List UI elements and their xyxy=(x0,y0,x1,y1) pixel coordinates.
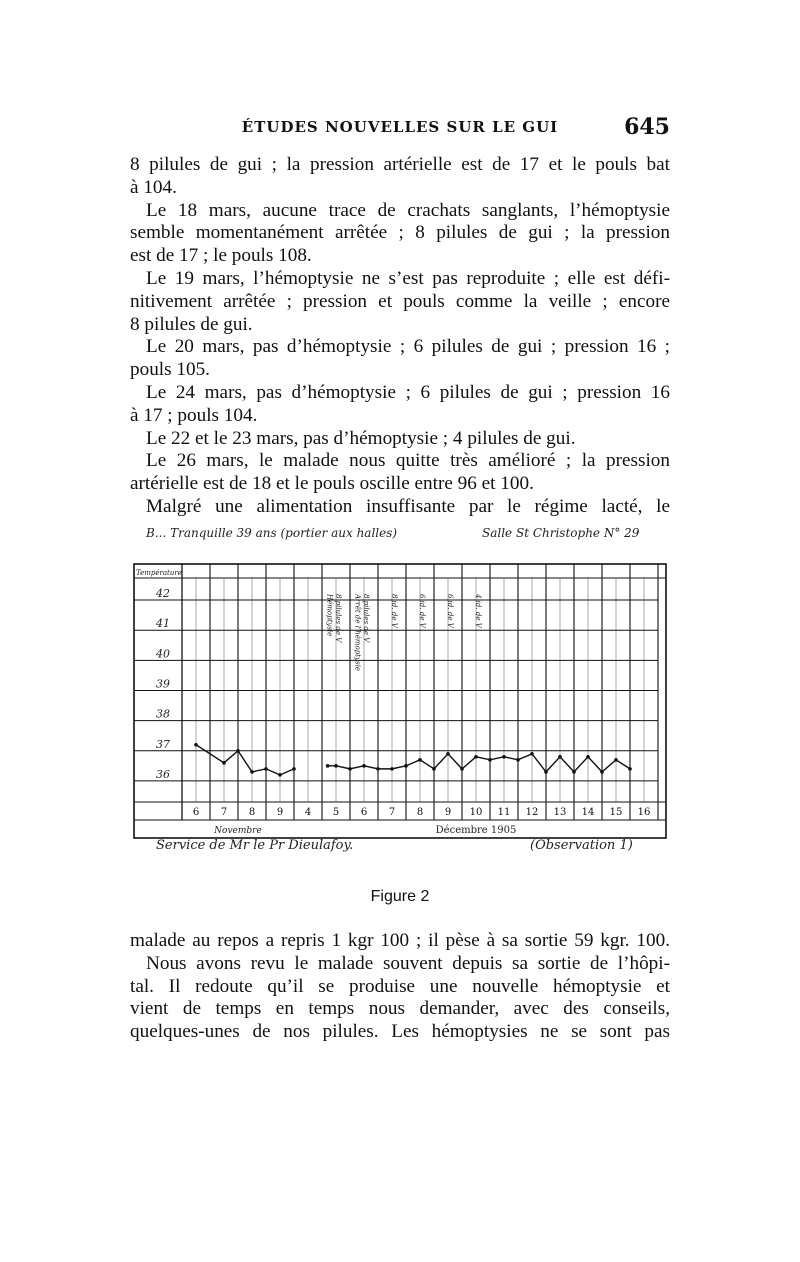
patient-label: B... Tranquille 39 ans (portier aux halles) xyxy=(146,526,398,540)
x-tick-label: 10 xyxy=(469,807,483,818)
x-tick-label: 6 xyxy=(192,807,200,818)
text-line: Le 26 mars, le malade nous quitte très amélioré ; la pression xyxy=(146,450,670,472)
x-tick-label: 16 xyxy=(637,807,651,818)
y-tick-label: 37 xyxy=(156,737,170,751)
page-header xyxy=(130,114,670,144)
temperature-point xyxy=(362,764,366,768)
x-tick-label: 5 xyxy=(332,807,340,818)
temperature-point xyxy=(222,761,226,765)
x-tick-label: 9 xyxy=(444,807,452,818)
temperature-point xyxy=(418,758,422,762)
treatment-annotation: Arrêt de l’hémoptysie xyxy=(353,594,362,671)
x-tick-label: 15 xyxy=(609,807,623,818)
temperature-point xyxy=(404,764,408,768)
temperature-curve xyxy=(196,745,294,775)
treatment-annotation: 8 id. de V xyxy=(390,594,398,628)
treatment-annotation: 8 pilules de V xyxy=(362,594,370,643)
x-tick-label: 9 xyxy=(276,807,284,818)
text-line: Nous avons revu le malade souvent depuis sa sortie de l’hôpi- xyxy=(146,952,670,974)
temperature-curve xyxy=(328,754,630,772)
temperature-point xyxy=(334,764,338,768)
temperature-point xyxy=(544,770,548,774)
temperature-point xyxy=(460,767,464,771)
temperature-point xyxy=(586,755,590,759)
temperature-point xyxy=(530,752,534,756)
treatment-annotation: 6 id. de V xyxy=(446,594,454,628)
month-label-december: Décembre 1905 xyxy=(435,825,517,836)
temperature-point xyxy=(628,767,632,771)
ward-label: Salle St Christophe N° 29 xyxy=(482,526,640,540)
chart-frame xyxy=(134,564,666,838)
temperature-point xyxy=(446,752,450,756)
text-line: Le 19 mars, l’hémoptysie ne s’est pas reproduite ; elle est défi- xyxy=(146,267,670,289)
text-line: 8 pilules de gui ; la pression artérielle est de 17 et le pouls bat xyxy=(130,154,670,175)
x-tick-label: 8 xyxy=(416,807,424,818)
body-text-top xyxy=(130,154,670,519)
y-axis-title: Température xyxy=(136,569,182,577)
x-tick-label: 4 xyxy=(304,807,312,818)
text-line: Le 24 mars, pas d’hémoptysie ; 6 pilules de gui ; pression 16 xyxy=(146,381,670,403)
temperature-point xyxy=(516,758,520,762)
x-tick-label: 6 xyxy=(360,807,368,818)
y-tick-label: 38 xyxy=(156,707,170,721)
page-number: 645 xyxy=(624,114,670,140)
treatment-annotation: 8 pilules de V xyxy=(334,594,342,643)
y-tick-label: 42 xyxy=(156,587,170,601)
body-text-bottom xyxy=(130,930,670,1044)
treatment-annotation: 6 id. de V xyxy=(418,594,426,628)
temperature-chart-figure xyxy=(130,520,675,860)
temperature-point xyxy=(614,758,618,762)
temperature-point xyxy=(488,758,492,762)
temperature-point xyxy=(194,743,198,747)
y-tick-label: 36 xyxy=(156,767,170,781)
text-line: malade au repos a repris 1 kgr 100 ; il pèse à sa sortie 59 kgr. 100. xyxy=(130,930,670,951)
x-tick-label: 12 xyxy=(525,807,539,818)
temperature-point xyxy=(326,764,330,768)
figure-caption: Figure 2 xyxy=(370,888,430,905)
temperature-point xyxy=(348,767,352,771)
text-line: artérielle est de 18 et le pouls oscille entre 96 et 100. xyxy=(130,473,534,495)
x-tick-label: 8 xyxy=(248,807,256,818)
temperature-point xyxy=(390,767,394,771)
y-tick-label: 39 xyxy=(156,677,170,691)
text-line: à 17 ; pouls 104. xyxy=(130,404,258,426)
temperature-point xyxy=(236,749,240,753)
text-line: Malgré une alimentation insuffisante par le régime lacté, le xyxy=(146,495,670,517)
temperature-point xyxy=(600,770,604,774)
treatment-annotation: Hémoptysie xyxy=(325,594,334,637)
y-tick-label: 41 xyxy=(156,617,170,631)
temperature-point xyxy=(278,773,282,777)
temperature-point xyxy=(474,755,478,759)
temperature-point xyxy=(558,755,562,759)
temperature-point xyxy=(292,767,296,771)
temperature-point xyxy=(432,767,436,771)
text-line: nitivement arrêtée ; pression et pouls comme la veille ; encore xyxy=(130,290,670,312)
text-line: semble momentanément arrêtée ; 8 pilules de gui ; la pression xyxy=(130,222,670,244)
text-line: à 104. xyxy=(130,176,177,198)
x-tick-label: 13 xyxy=(553,807,567,818)
treatment-annotation: 4 id. de V xyxy=(474,594,482,628)
x-tick-label: 11 xyxy=(497,807,511,818)
x-tick-label: 7 xyxy=(220,807,228,818)
text-line: quelques-unes de nos pilules. Les hémoptysies ne se sont pas xyxy=(130,1021,670,1043)
text-line: Le 22 et le 23 mars, pas d’hémoptysie ; 4 pilules de gui. xyxy=(146,427,576,449)
y-tick-label: 40 xyxy=(156,647,170,661)
x-tick-label: 7 xyxy=(388,807,396,818)
text-line: vient de temps en temps nous demander, avec des conseils, xyxy=(130,998,670,1020)
text-line: tal. Il redoute qu’il se produise une nouvelle hémoptysie et xyxy=(130,975,670,997)
running-title: ÉTUDES NOUVELLES SUR LE GUI xyxy=(241,118,559,136)
text-line: est de 17 ; le pouls 108. xyxy=(130,245,312,267)
temperature-point xyxy=(502,755,506,759)
text-line: pouls 105. xyxy=(130,359,210,381)
temperature-point xyxy=(250,770,254,774)
text-line: 8 pilules de gui. xyxy=(130,313,253,335)
month-label-november: Novembre xyxy=(214,826,262,836)
temperature-point xyxy=(264,767,268,771)
temperature-chart xyxy=(130,546,675,846)
temperature-point xyxy=(376,767,380,771)
temperature-point xyxy=(572,770,576,774)
text-line: Le 20 mars, pas d’hémoptysie ; 6 pilules de gui ; pression 16 ; xyxy=(146,336,670,358)
text-line: Le 18 mars, aucune trace de crachats sanglants, l’hémoptysie xyxy=(146,199,670,221)
service-label: Service de Mr le Pr Dieulafoy. xyxy=(156,838,354,853)
observation-label: (Observation 1) xyxy=(530,838,633,853)
x-tick-label: 14 xyxy=(581,807,595,818)
